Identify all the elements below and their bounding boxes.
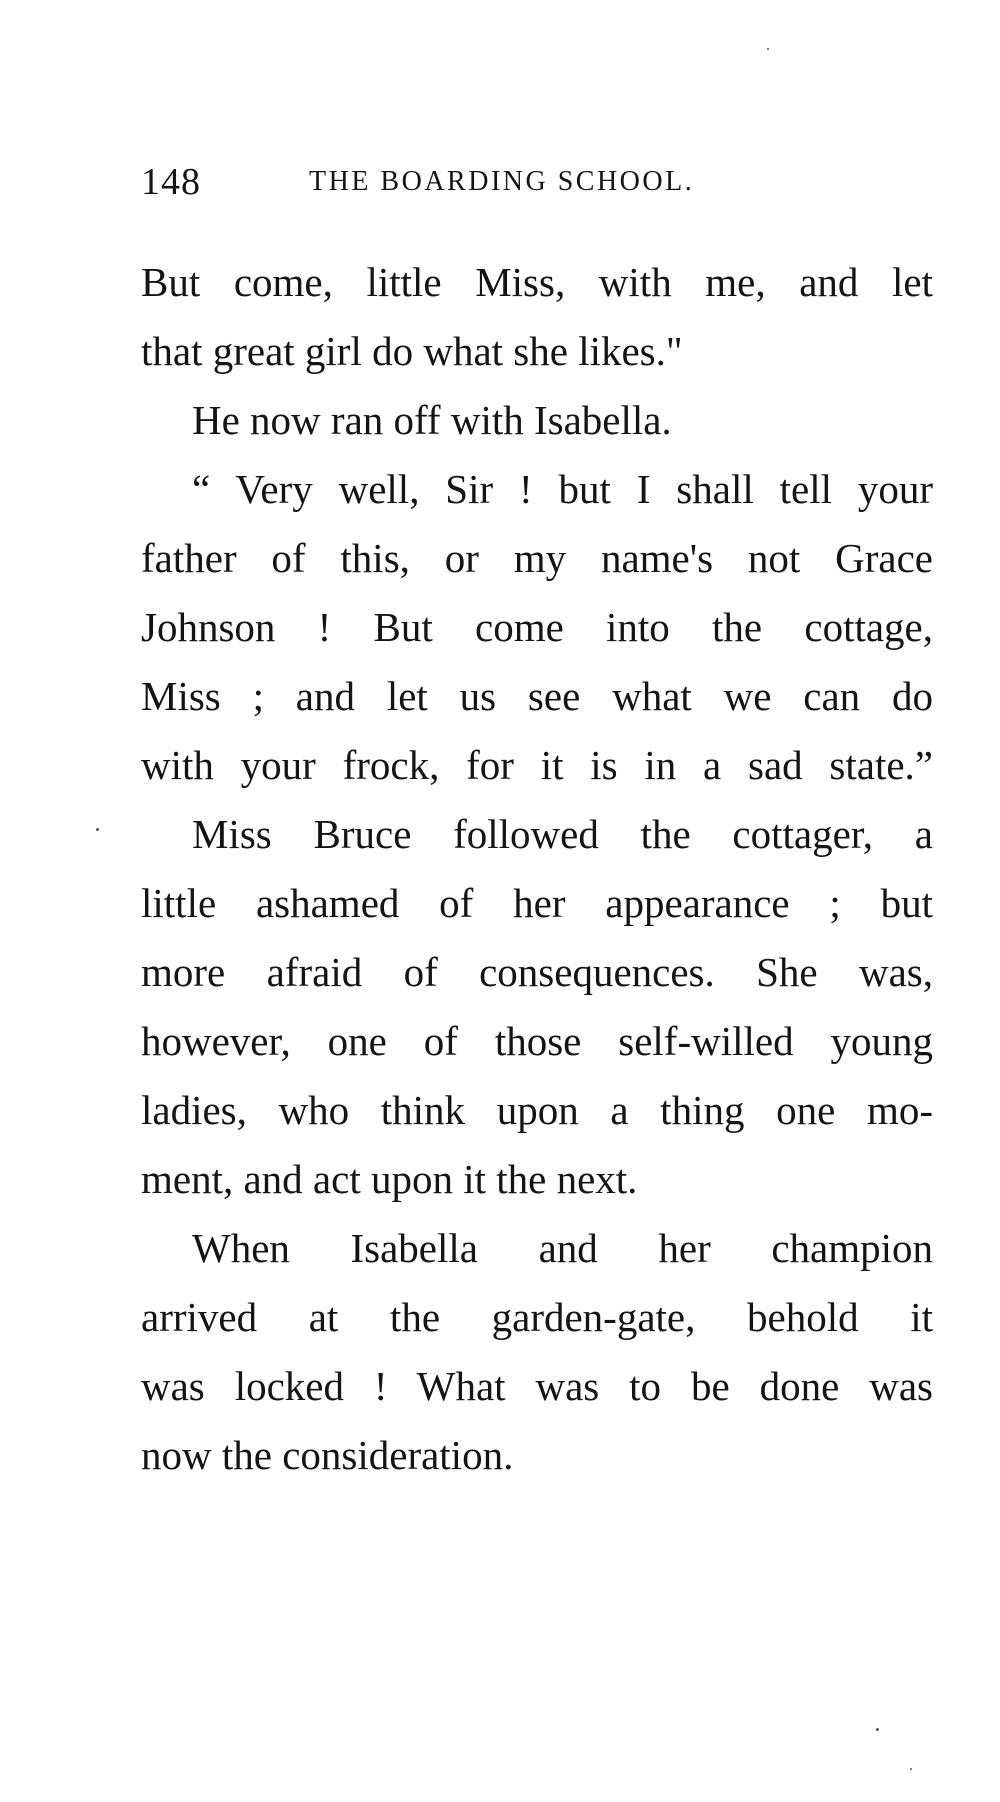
text-line: with your frock, for it is in a sad state.” [141, 742, 933, 788]
text-line: however, one of those self-willed young [141, 1018, 933, 1064]
text-line: Johnson ! But come into the cottage, [141, 604, 933, 650]
text-line: that great girl do what she likes." [141, 328, 683, 374]
text-line: But come, little Miss, with me, and let [141, 259, 933, 305]
text-line: When Isabella and her champion [192, 1225, 933, 1271]
text-line: father of this, or my name's not Grace [141, 535, 933, 581]
page-number: 148 [141, 161, 201, 203]
scan-speck [910, 1768, 912, 1770]
text-line: Miss Bruce followed the cottager, a [192, 811, 933, 857]
scan-speck [876, 1728, 879, 1731]
text-line: ment, and act upon it the next. [141, 1156, 638, 1202]
text-line: little ashamed of her appearance ; but [141, 880, 933, 926]
text-line: was locked ! What was to be done was [141, 1363, 933, 1409]
text-line: arrived at the garden-gate, behold it [141, 1294, 933, 1340]
text-line: Miss ; and let us see what we can do [141, 673, 933, 719]
page-header [141, 160, 881, 206]
text-line: ladies, who think upon a thing one mo- [141, 1087, 933, 1133]
text-line: He now ran off with Isabella. [192, 397, 672, 443]
scan-speck [96, 828, 99, 831]
scan-speck [767, 48, 769, 50]
text-line: more afraid of consequences. She was, [141, 949, 933, 995]
text-line: now the consideration. [141, 1432, 514, 1478]
body-text [141, 248, 933, 1490]
text-line: “ Very well, Sir ! but I shall tell your [192, 466, 933, 512]
running-head: THE BOARDING SCHOOL. [309, 166, 695, 197]
